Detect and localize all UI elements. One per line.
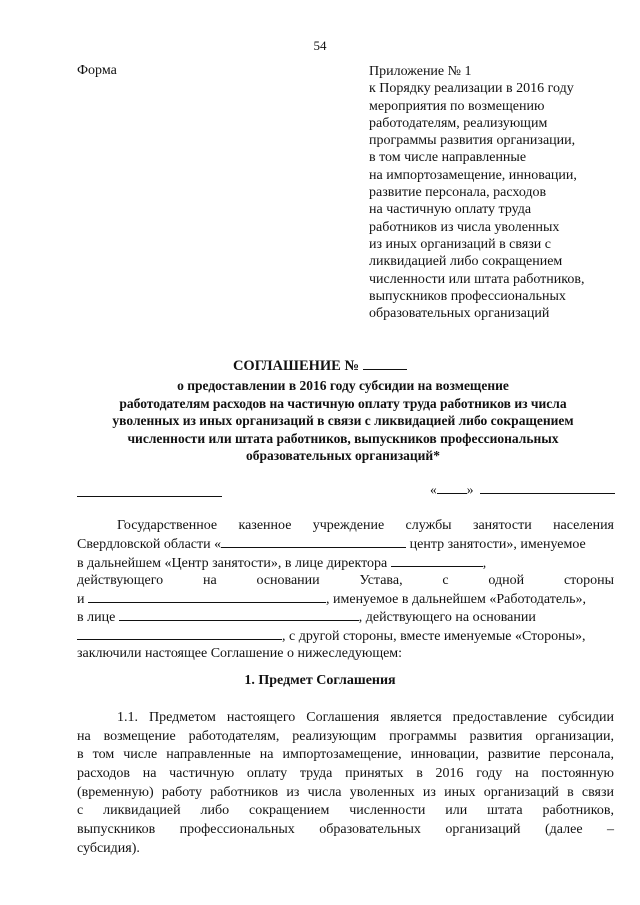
center-name-blank[interactable] [221, 535, 406, 548]
document-title-text: СОГЛАШЕНИЕ № [232, 358, 360, 374]
intro-text: Государственное казенное учреждение службы занятости населения [117, 518, 614, 533]
intro-line-7 [77, 627, 614, 645]
date-field[interactable] [430, 482, 615, 498]
intro-paragraph [77, 517, 614, 663]
intro-line-3 [77, 554, 614, 572]
clause-line: с ликвидацией либо сокращением численности или штата работников, [77, 803, 614, 819]
day-blank[interactable] [437, 482, 467, 494]
document-title [0, 357, 640, 375]
appendix-line: ликвидацией либо сокращением [369, 254, 563, 270]
appendix-line: численности или штата работников, [369, 271, 585, 287]
appendix-block [369, 63, 629, 322]
clause-line: на возмещение работодателям, реализующим программы развития организации, [77, 728, 614, 744]
appendix-line: работодателям, реализующим [369, 115, 548, 131]
intro-text: , с другой стороны, вместе именуемые «Стороны», [282, 628, 586, 644]
appendix-line: Приложение № 1 [369, 64, 472, 79]
intro-line-1 [77, 517, 614, 535]
representative-blank[interactable] [119, 608, 359, 621]
intro-line-4 [77, 572, 614, 590]
clause-line: (временную) работу работников из числа уволенных из иных организаций в связи [77, 784, 614, 800]
intro-text: в лице [77, 610, 116, 626]
subtitle-line: численности или штата работников, выпускников профессиональных [127, 430, 559, 446]
intro-line-8 [77, 645, 614, 663]
clause-line: в том числе направленные на импортозамещение, инновации, развитие персонала, [77, 747, 614, 763]
place-blank-line[interactable] [77, 496, 222, 497]
clause-line: 1.1. Предметом настоящего Соглашения является предоставление субсидии [117, 710, 614, 725]
intro-text: , действующего на основании [358, 610, 536, 626]
appendix-line: программы развития организации, [369, 133, 576, 149]
intro-text: в дальнейшем «Центр занятости», в лице директора [77, 555, 388, 571]
appendix-line: мероприятия по возмещению [369, 98, 545, 114]
clause-line: выпускников профессиональных образовательных организаций (далее – [77, 822, 614, 838]
page-number: 54 [313, 38, 327, 53]
subtitle-line: о предоставлении в 2016 году субсидии на возмещение [177, 378, 509, 393]
section-title: 1. Предмет Соглашения [244, 673, 396, 688]
date-close-quote: » [466, 482, 474, 497]
director-name-blank[interactable] [391, 554, 483, 567]
month-year-blank[interactable] [480, 482, 615, 494]
subtitle-line: образовательных организаций* [246, 448, 440, 463]
form-label: Форма [77, 63, 117, 78]
intro-text: центр занятости», именуемое [409, 537, 586, 553]
document-subtitle [78, 377, 608, 465]
appendix-line: на частичную оплату труда [369, 202, 532, 218]
appendix-line: в том числе направленные [369, 150, 527, 166]
subtitle-line: уволенных из иных организаций в связи с ликвидацией либо сокращением [112, 413, 574, 428]
appendix-line: к Порядку реализации в 2016 году [369, 81, 574, 97]
appendix-line: из иных организаций в связи с [369, 236, 551, 252]
appendix-line: выпускников профессиональных [369, 288, 566, 304]
intro-text: Свердловской области « [77, 537, 222, 553]
intro-text: действующего на основании Устава, с одной стороны [77, 572, 614, 588]
intro-text: и [77, 592, 85, 608]
intro-text: , именуемое в дальнейшем «Работодатель», [326, 592, 586, 608]
subtitle-line: работодателям расходов на частичную оплату труда работников из числа [119, 395, 567, 411]
clause-line: субсидия). [77, 840, 140, 856]
clause-line: расходов на частичную оплату труда принятых в 2016 году на постоянную [77, 766, 614, 782]
employer-name-blank[interactable] [88, 590, 326, 603]
appendix-line: на импортозамещение, инновации, [369, 167, 577, 183]
clause-1-1 [77, 709, 614, 859]
date-open-quote: « [430, 482, 437, 497]
agreement-number-blank[interactable] [363, 357, 407, 370]
appendix-line: развитие персонала, расходов [369, 185, 547, 201]
intro-line-6 [77, 608, 614, 626]
intro-text: заключили настоящее Соглашение о нижеследующем: [77, 646, 403, 662]
intro-text: , [482, 555, 487, 571]
intro-line-2 [77, 535, 614, 553]
appendix-line: работников из числа уволенных [369, 219, 560, 235]
intro-line-5 [77, 590, 614, 608]
appendix-line: образовательных организаций [369, 306, 550, 322]
basis-document-blank[interactable] [77, 627, 282, 640]
